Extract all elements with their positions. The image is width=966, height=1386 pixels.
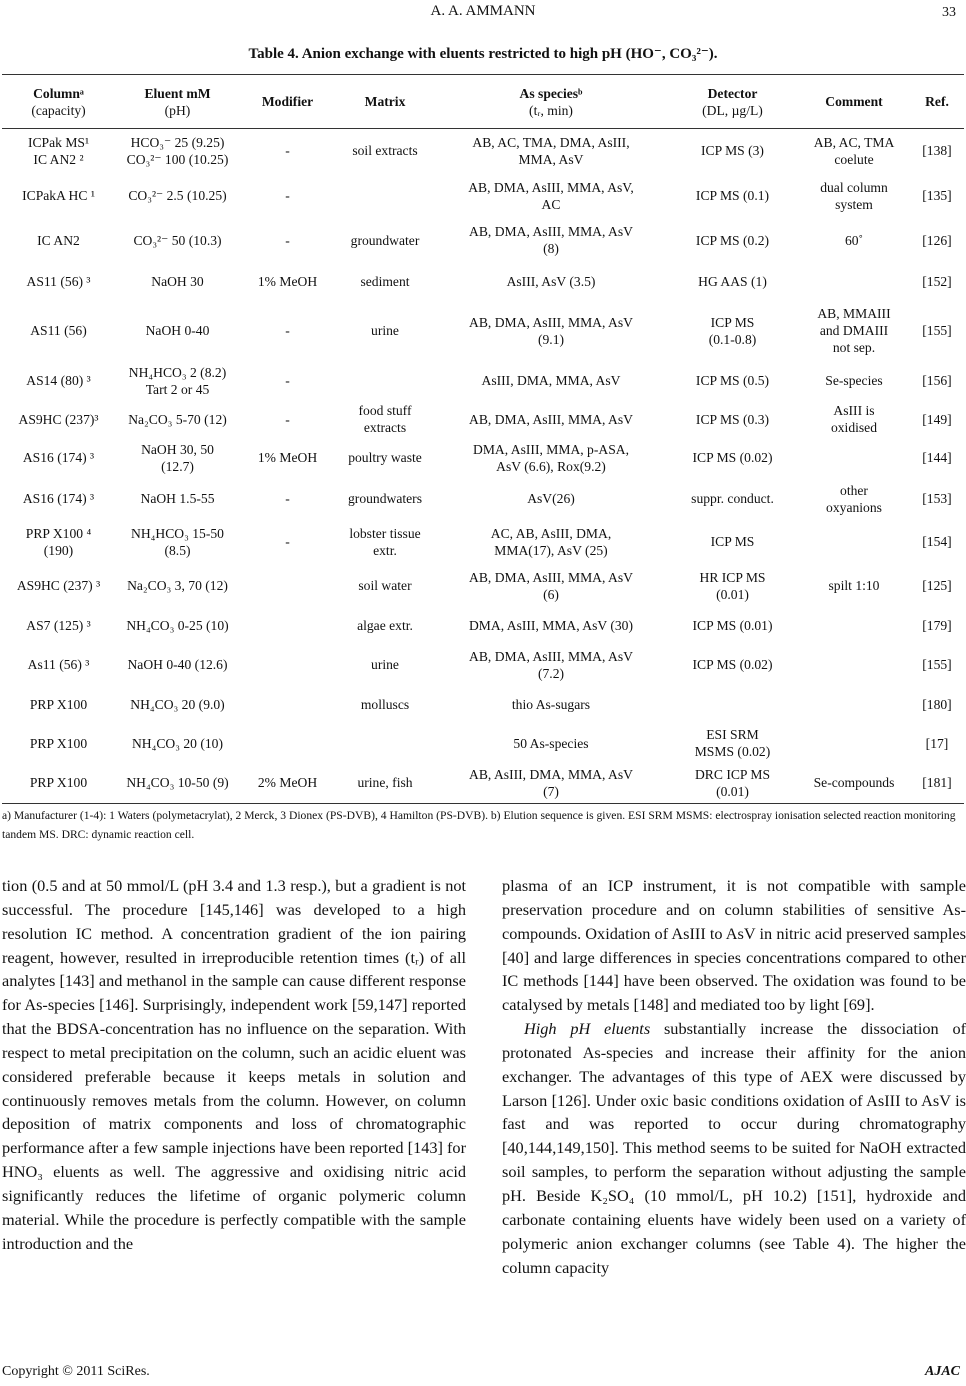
table-cell: [144] — [922, 450, 952, 465]
table-cell: ICP MS (0.1) — [695, 188, 770, 203]
table-cell: thio As-sugars — [511, 697, 591, 712]
table-header-row — [2, 75, 964, 129]
table-cell: [126] — [922, 232, 952, 248]
table-row — [2, 479, 964, 519]
table-cell: AsIII is oxidised — [830, 403, 878, 435]
table-cell: [17] — [925, 735, 949, 751]
table-cell: CO₃²⁻ 50 (10.3) — [133, 232, 222, 248]
table-cell — [240, 724, 335, 763]
column-header-title: Columnᵃ — [33, 85, 84, 101]
table-cell: ESI SRM MSMS (0.02) — [694, 727, 771, 759]
table-cell: ICP MS (0.01) — [692, 617, 773, 633]
table-cell: [181] — [922, 775, 952, 791]
table-row — [2, 360, 964, 402]
table-cell: [152] — [922, 274, 952, 289]
table-cell: ICP MS (0.5) — [695, 373, 770, 388]
table-cell: [138] — [922, 143, 952, 159]
table-cell: - — [285, 491, 290, 506]
table-cell: [153] — [922, 491, 952, 506]
table-cell: ICP MS (0.3) — [695, 411, 770, 427]
table-cell: [154] — [922, 534, 952, 549]
table-row — [2, 302, 964, 360]
table-cell: NaOH 0-40 (12.6) — [127, 657, 228, 672]
table-cell: NH₄CO₃ 20 (9.0) — [130, 697, 225, 712]
table-cell: 1% MeOH — [257, 450, 318, 465]
table-cell: Na₂CO₃ 3, 70 (12) — [127, 578, 228, 593]
table-cell: NaOH 30 — [151, 274, 204, 289]
table-body — [2, 129, 964, 804]
table-cell — [240, 686, 335, 724]
column-header-title: Modifier — [261, 94, 314, 109]
table-cell — [798, 437, 910, 479]
table-cell: AB, DMA, AsIII, MMA, AsV, AC — [468, 179, 634, 212]
paragraph: tion (0.5 and at 50 mmol/L (pH 3.4 and 1.3 resp.), but a gradient is not successful. The procedure [145,146] was developed to a high resolution IC method. A concentration gradient of the ion pairing reagent, however, resulted in irreproducible retention times (tᵣ) of all analytes [143] and methanol in the sample can cause different response for As-species [146]. Surprisingly, independent work [59,147] reported that the BDSA-concentration has no influence on the separation. With respect to metal precipitation on the column, such an acidic eluent was considered preferable because it keeps metals in solution and continuously removes metals from the column. However, on column deposition of matrix components and loss of chromatographic performance after a few sample injections have been reported [143] for HNO₃ eluents as well. The aggressive and oxidising nitric acid significantly reduces the lifetime of organic polymeric column material. While the procedure is perfectly compatible with the sample introduction and the — [2, 876, 466, 1253]
column-header — [335, 75, 435, 129]
table-cell: [125] — [922, 578, 952, 593]
table-cell — [798, 644, 910, 686]
italic-lead: High pH eluents — [524, 1019, 651, 1039]
table-cell: sediment — [360, 274, 410, 289]
table-cell: HCO₃⁻ 25 (9.25) CO₃²⁻ 100 (10.25) — [126, 134, 229, 167]
column-header — [667, 75, 798, 129]
table-cell: PRP X100 ⁴ (190) — [25, 525, 92, 558]
paragraph: plasma of an ICP instrument, it is not compatible with sample preservation procedure and on column stabilities of sensitive As-compounds. Oxidation of AsIII to AsV in nitric acid preserved samples [40] and large differences in species concentrations compared to other IC methods [144] have been observed. The oxidation was found to be catalysed by metals [148] and mediated too by light [69]. — [502, 876, 966, 1015]
table-cell — [798, 724, 910, 763]
table-cell: 2% MeOH — [257, 775, 318, 791]
table-row — [2, 262, 964, 302]
column-header-title: As speciesᵇ — [519, 85, 583, 101]
table-cell — [335, 360, 435, 402]
paragraph-text: substantially increase the dissociation of protonated As-species and increase their affinity for the anion exchanger. The advantages of this type of AEX were discussed by Larson [126]. Under oxic basic conditions oxidation of AsIII to AsV is fast and was reported to occur during chromatography [40,144,149,150]. This method seems to be suited for NaOH extracted soil samples, to perform the separation without adjusting the sample pH. Beside K₂SO₄ (10 mmol/L, pH 10.2) [151], hydroxide and carbonate containing eluents have widely been used on a variety of polymeric anion exchanger columns (see Table 4). The higher the column capacity — [502, 1019, 966, 1277]
table-cell: AB, AC, TMA, DMA, AsIII, MMA, AsV — [472, 134, 630, 167]
table-row — [2, 219, 964, 262]
column-header — [798, 75, 910, 129]
table-row — [2, 402, 964, 437]
table-cell — [798, 262, 910, 302]
table-cell: 50 As-species — [513, 735, 589, 751]
table-cell: NH₄HCO₃ 15-50 (8.5) — [131, 525, 224, 558]
table-cell: ICP MS (0.02) — [692, 450, 773, 465]
table-cell: [155] — [922, 323, 952, 338]
table-cell: [180] — [922, 697, 952, 712]
table-cell: AB, DMA, AsIII, MMA, AsV — [469, 411, 633, 427]
table-cell: groundwaters — [348, 491, 422, 506]
table-cell: 1% MeOH — [257, 274, 318, 289]
table-cell: NaOH 1.5-55 — [140, 491, 215, 506]
table-cell: DMA, AsIII, MMA, p-ASA, AsV (6.6), Rox(9.2) — [473, 441, 629, 474]
column-header — [2, 75, 115, 129]
column-header-subtitle: (tᵣ, min) — [529, 102, 573, 118]
table-cell: [156] — [922, 373, 952, 388]
table-cell: IC AN2 — [37, 232, 80, 248]
column-header-subtitle: (capacity) — [31, 102, 86, 118]
table-cell: - — [285, 323, 290, 338]
table-cell: DMA, AsIII, MMA, AsV (30) — [468, 617, 633, 633]
table-row — [2, 763, 964, 804]
anion-exchange-table — [2, 74, 964, 804]
column-header-subtitle: (DL, µg/L) — [702, 102, 763, 118]
table-row — [2, 644, 964, 686]
table-cell: molluscs — [360, 697, 410, 712]
table-row — [2, 607, 964, 644]
table-cell: NH₄HCO₃ 2 (8.2) Tart 2 or 45 — [128, 364, 227, 397]
table-cell: CO₃²⁻ 2.5 (10.25) — [128, 188, 227, 203]
table-cell: HG AAS (1) — [698, 274, 767, 289]
table-cell — [240, 644, 335, 686]
table-cell: other oxyanions — [826, 482, 882, 515]
table-cell: AS16 (174) ³ — [22, 491, 95, 506]
table-cell: AS11 (56) ³ — [26, 274, 91, 289]
table-cell — [335, 173, 435, 219]
page-number: 33 — [942, 5, 956, 20]
table-cell: - — [285, 534, 290, 549]
table-cell: AS9HC (237)³ — [18, 411, 99, 427]
table-cell — [798, 519, 910, 565]
table-cell: - — [285, 232, 290, 248]
table-cell: NH₄CO₃ 0-25 (10) — [126, 617, 229, 633]
table-cell: AsV(26) — [527, 491, 575, 506]
table-cell: Se-compounds — [813, 775, 895, 791]
table-cell: soil extracts — [352, 143, 418, 159]
table-cell: ICP MS (0.1-0.8) — [708, 314, 757, 347]
table-cell: PRP X100 — [29, 735, 88, 751]
table-cell: algae extr. — [357, 617, 413, 633]
table-cell — [798, 686, 910, 724]
table-cell: ICP MS — [710, 534, 755, 549]
table-cell — [240, 607, 335, 644]
table-row — [2, 129, 964, 173]
table-cell: dual column system — [820, 179, 888, 212]
table-cell — [335, 724, 435, 763]
table-cell — [240, 565, 335, 607]
table-cell: ICP MS (0.02) — [692, 657, 773, 672]
table-cell: NaOH 30, 50 (12.7) — [141, 441, 214, 474]
table-cell: AsIII, AsV (3.5) — [506, 274, 596, 289]
column-header — [435, 75, 667, 129]
body-text-left-column — [2, 874, 466, 1256]
table-cell: spilt 1:10 — [828, 578, 880, 593]
body-text-right-column — [502, 874, 966, 1279]
table-cell: - — [285, 143, 290, 159]
table-cell: AB, DMA, AsIII, MMA, AsV (9.1) — [469, 314, 633, 347]
table-cell: [179] — [922, 617, 952, 633]
column-header-title: Detector — [707, 85, 758, 101]
table-cell: ICPakA HC ¹ — [22, 188, 95, 203]
table-cell: - — [285, 188, 290, 203]
table-cell: AB, AsIII, DMA, MMA, AsV (7) — [469, 766, 633, 799]
table-cell: urine — [371, 323, 399, 338]
table-cell: NH₄CO₃ 20 (10) — [131, 735, 224, 751]
table-cell: AB, DMA, AsIII, MMA, AsV (8) — [469, 224, 633, 256]
column-header — [115, 75, 240, 129]
table-cell: AB, AC, TMA coelute — [813, 134, 895, 167]
running-header-author: A. A. AMMANN — [430, 3, 536, 19]
table-cell: - — [285, 373, 290, 388]
table-cell: ICP MS (0.2) — [695, 232, 770, 248]
column-header — [910, 75, 964, 129]
table-cell: suppr. conduct. — [691, 491, 774, 506]
table-cell: DRC ICP MS (0.01) — [694, 766, 771, 799]
table-cell: NaOH 0-40 — [145, 323, 210, 338]
table-row — [2, 686, 964, 724]
table-cell: AB, DMA, AsIII, MMA, AsV (7.2) — [469, 648, 633, 681]
footer-copyright: Copyright © 2011 SciRes. — [2, 1364, 150, 1379]
table-cell: urine — [371, 657, 399, 672]
table-cell: [149] — [922, 411, 952, 427]
column-header-title: Ref. — [925, 94, 949, 109]
table-cell: Na₂CO₃ 5-70 (12) — [128, 411, 227, 427]
table-cell: ICP MS (3) — [701, 143, 764, 159]
table-cell: AS16 (174) ³ — [22, 450, 95, 465]
table-row — [2, 565, 964, 607]
table-cell: AS14 (80) ³ — [26, 373, 91, 388]
table-cell — [798, 607, 910, 644]
table-cell: AB, DMA, AsIII, MMA, AsV (6) — [469, 569, 633, 602]
table-cell: [135] — [922, 188, 952, 203]
column-header-title: Comment — [825, 94, 883, 109]
table-cell: poultry waste — [348, 450, 422, 465]
table-cell: lobster tissue extr. — [349, 525, 421, 558]
table-cell: ICPak MS¹ IC AN2 ² — [27, 134, 90, 167]
table-title: Table 4. Anion exchange with eluents restricted to high pH (HO⁻, CO₃²⁻). — [248, 46, 718, 62]
table-footnote: a) Manufacturer (1-4): 1 Waters (polymetacrylat), 2 Merck, 3 Dionex (PS-DVB), 4 Hamilton (PS-DVB). b) Elution sequence is given. ESI SRM MSMS: electrospray ionisation selected reaction monitoring tandem MS. DRC: dynamic reaction cell. — [2, 809, 956, 841]
table-row — [2, 724, 964, 763]
column-header-title: Matrix — [364, 94, 406, 109]
paragraph — [502, 1017, 966, 1279]
table-cell: groundwater — [350, 232, 420, 248]
footer-journal: AJAC — [924, 1364, 960, 1379]
table-cell: AB, MMAIII and DMAIII not sep. — [817, 306, 891, 355]
table-cell: AsIII, DMA, MMA, AsV — [481, 373, 621, 388]
table-cell: As11 (56) ³ — [27, 657, 90, 672]
table-row — [2, 173, 964, 219]
table-row — [2, 519, 964, 565]
table-cell: AS7 (125) ³ — [26, 617, 91, 633]
column-header-title: Eluent mM — [144, 85, 211, 101]
table-cell: PRP X100 — [29, 697, 88, 712]
table-cell: [155] — [922, 657, 952, 672]
column-header-subtitle: (pH) — [164, 102, 191, 118]
table-cell: soil water — [358, 578, 412, 593]
table-cell: HR ICP MS (0.01) — [699, 569, 766, 602]
table-cell: AC, AB, AsIII, DMA, MMA(17), AsV (25) — [490, 525, 612, 558]
table-cell: urine, fish — [357, 775, 413, 791]
table-row — [2, 437, 964, 479]
table-cell: food stuff extracts — [358, 403, 412, 435]
table-cell: - — [285, 411, 290, 427]
table-cell — [667, 686, 798, 724]
table-cell: PRP X100 — [29, 775, 88, 791]
column-header — [240, 75, 335, 129]
table-cell: 60˚ — [844, 232, 864, 248]
table-cell: NH₄CO₃ 10-50 (9) — [126, 775, 229, 791]
table-cell: AS9HC (237) ³ — [16, 578, 101, 593]
table-cell: Se-species — [825, 373, 883, 388]
table-cell: AS11 (56) — [30, 323, 87, 338]
